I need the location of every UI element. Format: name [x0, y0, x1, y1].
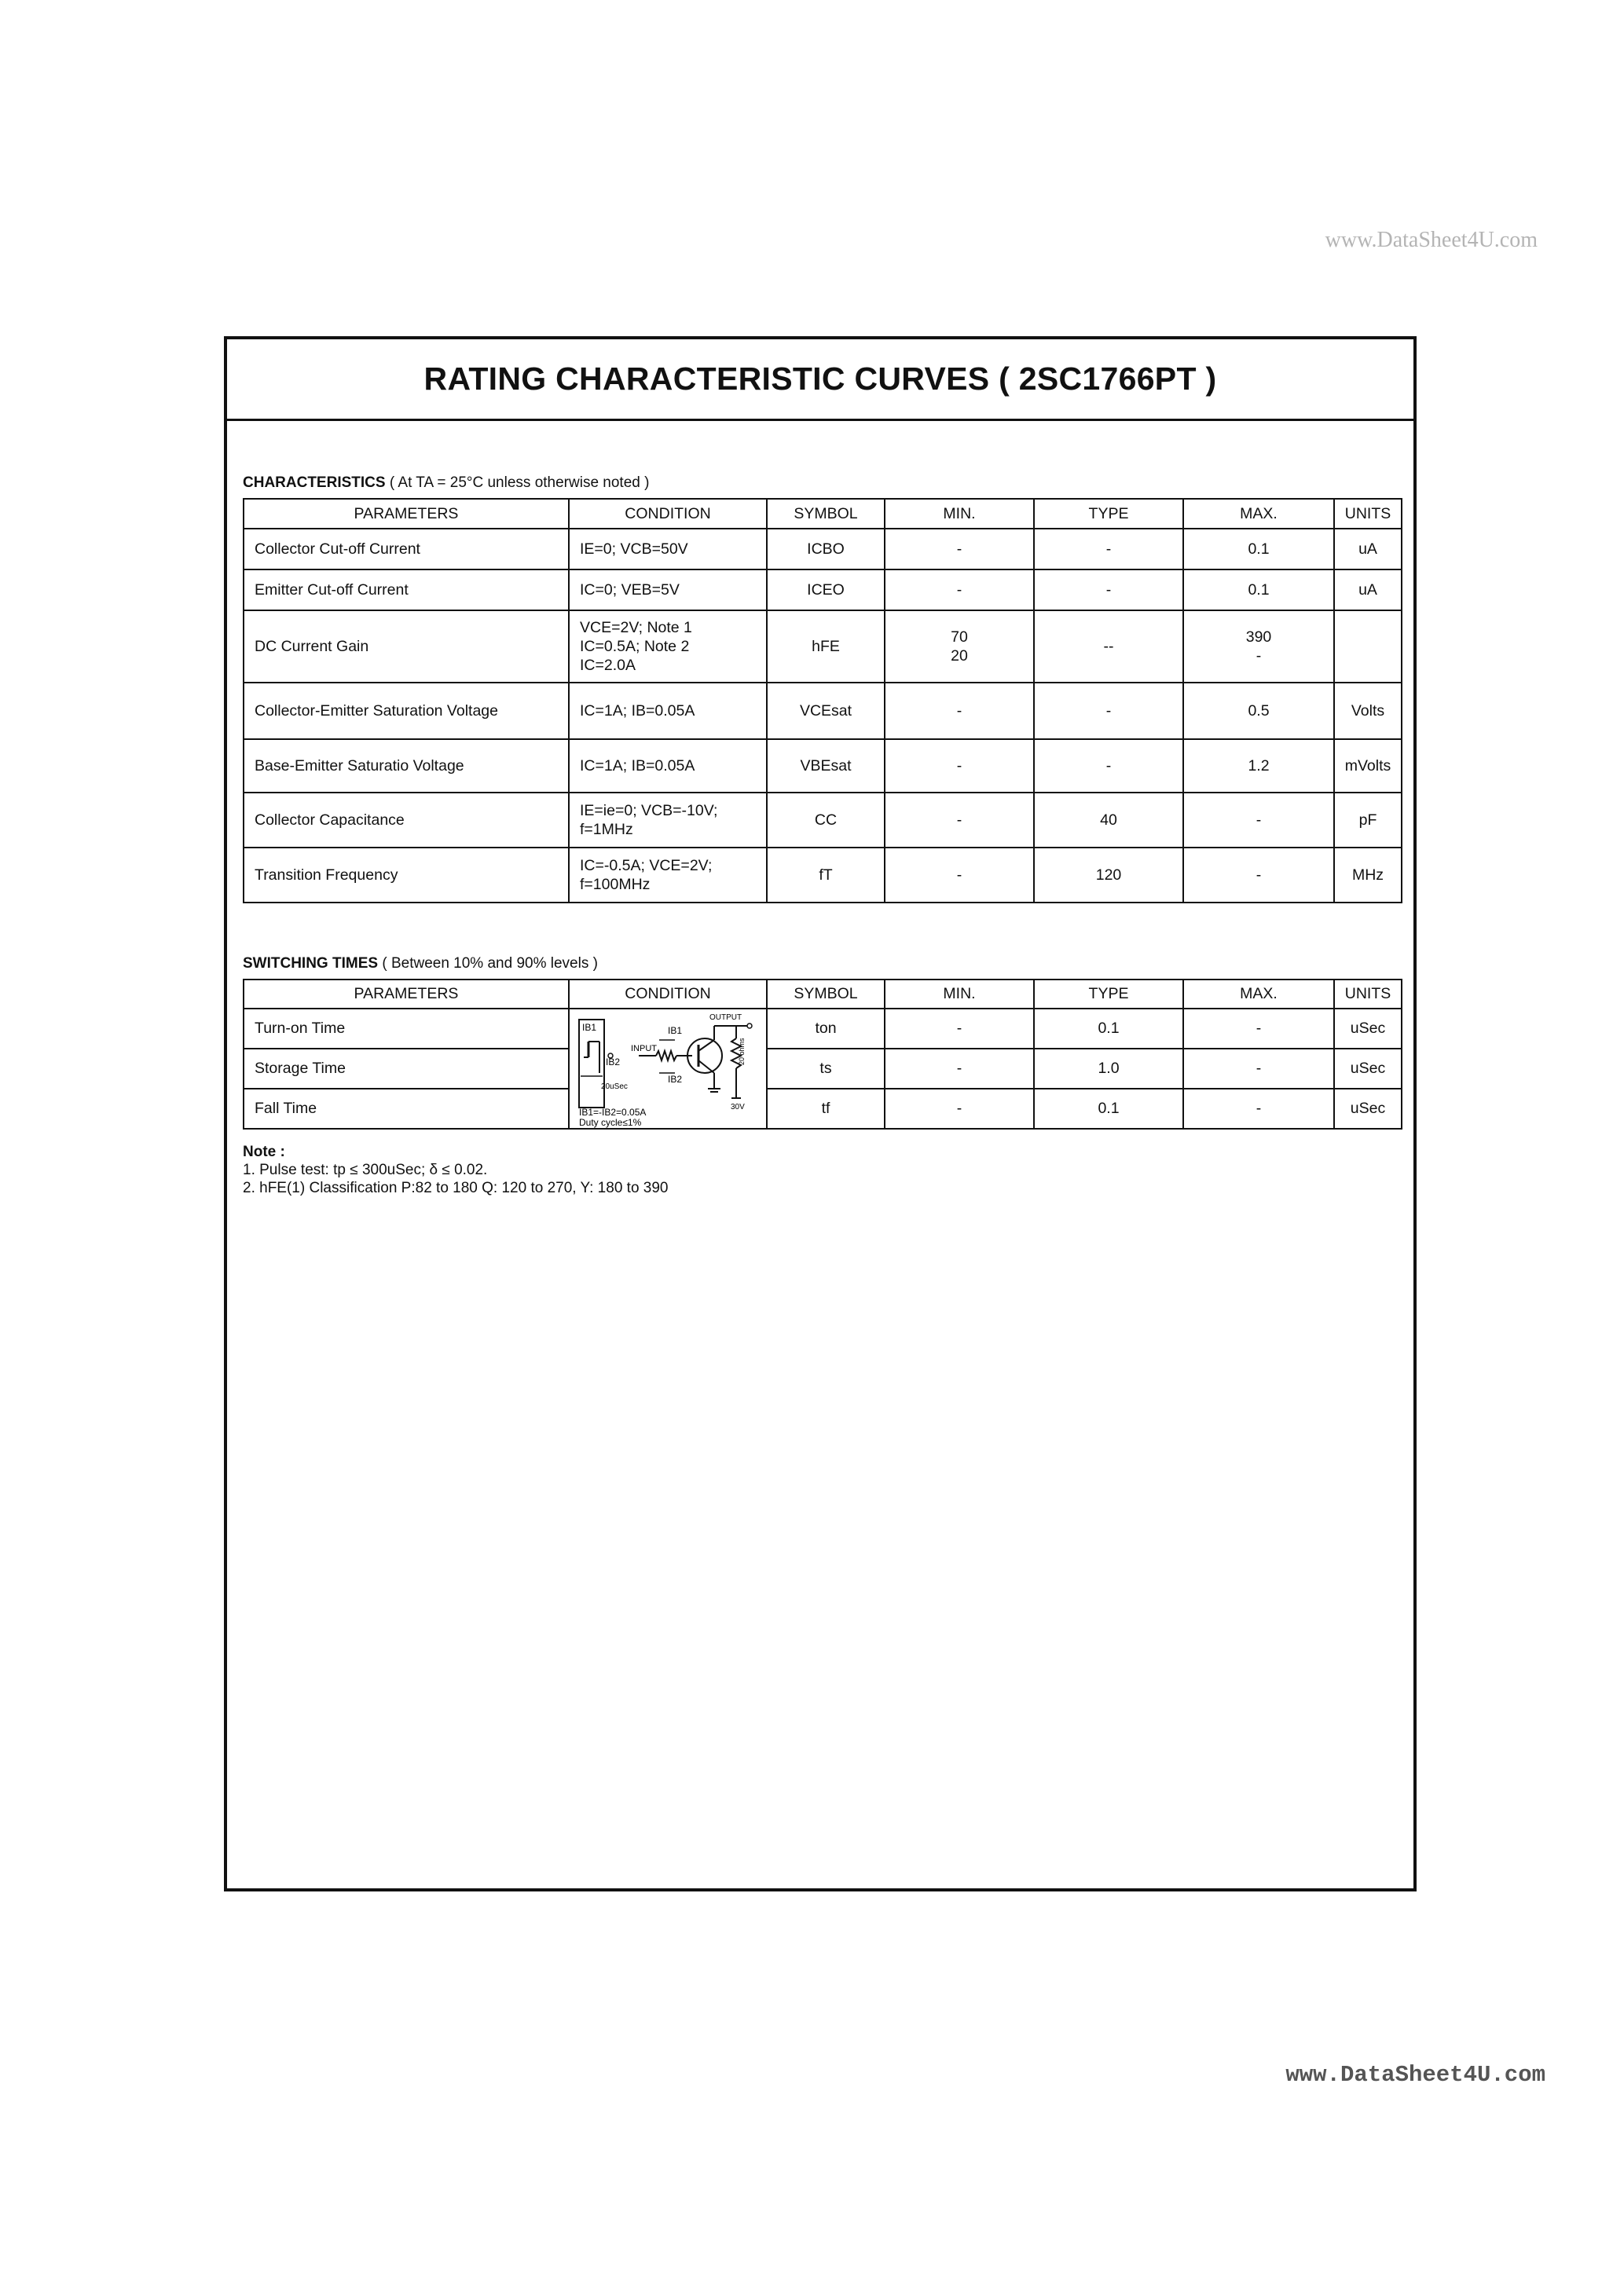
max-cell: - — [1183, 1089, 1334, 1129]
datasheet-frame — [224, 336, 1417, 1891]
type-cell — [1034, 529, 1183, 569]
title-bar — [227, 339, 1413, 421]
switching-header-cell: MAX. — [1183, 980, 1334, 1009]
switching-table — [243, 979, 1402, 1130]
parameter-cell: Base-Emitter Saturatio Voltage — [244, 739, 569, 793]
watermark-bottom: www.DataSheet4U.com — [1285, 2062, 1545, 2088]
char-header-cell: MIN. — [885, 499, 1034, 529]
char-header-cell: MAX. — [1183, 499, 1334, 529]
min-cell — [885, 739, 1034, 793]
type-value: - — [1105, 540, 1112, 558]
type-value: - — [1109, 637, 1114, 655]
condition-line: f=100MHz — [580, 876, 651, 893]
symbol-cell: ICBO — [767, 529, 885, 569]
max-value: 0.1 — [1248, 540, 1270, 558]
condition-line: IE=ie=0; VCB=-10V; — [580, 802, 718, 819]
characteristics-header-row — [244, 499, 1402, 529]
type-cell — [1034, 610, 1183, 683]
transistor-symbol — [687, 1038, 722, 1073]
char-table-row — [244, 739, 1402, 793]
symbol-cell: hFE — [767, 610, 885, 683]
parameter-cell: Turn-on Time — [244, 1009, 569, 1049]
units-cell: mVolts — [1334, 739, 1402, 793]
switching-label: SWITCHING TIMES — [243, 955, 379, 972]
min-value: - — [956, 757, 962, 774]
transistor-emitter — [698, 1060, 714, 1073]
parameter-cell: Transition Frequency — [244, 848, 569, 903]
ib1-label-right: IB1 — [668, 1024, 683, 1036]
characteristics-heading — [243, 474, 649, 492]
condition-cell — [569, 739, 767, 793]
switching-header-cell: PARAMETERS — [244, 980, 569, 1009]
max-cell — [1183, 848, 1334, 903]
char-header-cell: PARAMETERS — [244, 499, 569, 529]
condition-cell — [569, 848, 767, 903]
min-value: - — [956, 866, 962, 884]
condition-line: IE=0; VCB=50V — [580, 540, 688, 558]
min-cell: - — [885, 1089, 1034, 1129]
condition-line: IC=2.0A — [580, 657, 636, 674]
output-label: OUTPUT — [709, 1013, 742, 1022]
characteristics-note: ( At TA = 25°C unless otherwise noted ) — [389, 474, 650, 491]
condition-cell — [569, 793, 767, 848]
circuit-cell — [569, 1009, 767, 1129]
min-value: - — [956, 811, 962, 829]
switching-header-cell: SYMBOL — [767, 980, 885, 1009]
symbol-cell: ts — [767, 1049, 885, 1089]
symbol-cell: fT — [767, 848, 885, 903]
min-cell — [885, 610, 1034, 683]
max-cell — [1183, 793, 1334, 848]
transistor-collector — [698, 1040, 714, 1051]
max-cell: - — [1183, 1049, 1334, 1089]
type-value: - — [1105, 756, 1112, 774]
units-cell: uSec — [1334, 1049, 1402, 1089]
condition-line: f=1MHz — [580, 821, 633, 838]
type-value: - — [1105, 580, 1112, 599]
char-header-cell: TYPE — [1034, 499, 1183, 529]
ib1-label-left: IB1 — [582, 1021, 597, 1033]
notes-title: Note : — [243, 1144, 285, 1160]
type-value: 120 — [1095, 866, 1122, 884]
note-1: 1. Pulse test: tp ≤ 300uSec; δ ≤ 0.02. — [243, 1162, 488, 1178]
characteristics-table — [243, 498, 1402, 903]
min-value: 20 — [951, 647, 968, 665]
condition-line: IC=1A; IB=0.05A — [580, 702, 695, 720]
units-cell — [1334, 610, 1402, 683]
max-value: 0.5 — [1248, 702, 1270, 720]
char-header-cell: SYMBOL — [767, 499, 885, 529]
condition-line: IC=0; VEB=5V — [580, 581, 680, 599]
output-terminal — [747, 1023, 752, 1028]
symbol-cell: VBEsat — [767, 739, 885, 793]
switching-header-row — [244, 980, 1402, 1009]
note-2: 2. hFE(1) Classification P:82 to 180 Q: 120 to 270, Y: 180 to 390 — [243, 1180, 669, 1196]
max-value: 1.2 — [1248, 757, 1270, 774]
type-value: 40 — [1100, 811, 1117, 829]
type-cell: 0.1 — [1034, 1089, 1183, 1129]
char-header-cell: UNITS — [1334, 499, 1402, 529]
condition-line: IC=-0.5A; VCE=2V; — [580, 857, 713, 874]
units-cell: uSec — [1334, 1089, 1402, 1129]
units-cell: uSec — [1334, 1009, 1402, 1049]
watermark-top: www.DataSheet4U.com — [1325, 228, 1538, 252]
symbol-cell: ton — [767, 1009, 885, 1049]
load-resistor-label: 20 ohms — [738, 1037, 746, 1065]
units-cell: Volts — [1334, 683, 1402, 739]
units-cell: uA — [1334, 569, 1402, 610]
symbol-cell: tf — [767, 1089, 885, 1129]
switching-table-row — [244, 1009, 1402, 1049]
symbol-cell: ICEO — [767, 569, 885, 610]
switching-test-circuit-diagram — [570, 1010, 766, 1128]
circuit-condition-duty: Duty cycle≤1% — [579, 1116, 642, 1128]
parameter-cell: Collector Capacitance — [244, 793, 569, 848]
notes — [243, 1143, 669, 1197]
condition-cell — [569, 569, 767, 610]
switching-header-cell: TYPE — [1034, 980, 1183, 1009]
supply-label: 30V — [731, 1102, 745, 1111]
base-resistor — [656, 1051, 676, 1060]
max-value: 0.1 — [1248, 581, 1270, 599]
type-cell: 0.1 — [1034, 1009, 1183, 1049]
min-cell: - — [885, 1049, 1034, 1089]
circuit-condition-current: IB1=-IB2=0.05A — [579, 1106, 647, 1118]
parameter-cell: Collector-Emitter Saturation Voltage — [244, 683, 569, 739]
type-cell: 1.0 — [1034, 1049, 1183, 1089]
condition-line: VCE=2V; Note 1 — [580, 619, 692, 636]
min-value: - — [956, 702, 962, 720]
parameter-cell: Collector Cut-off Current — [244, 529, 569, 569]
max-value: - — [1256, 866, 1262, 884]
type-value: - — [1103, 637, 1109, 655]
char-table-row — [244, 569, 1402, 610]
symbol-cell: VCEsat — [767, 683, 885, 739]
max-cell — [1183, 683, 1334, 739]
condition-cell — [569, 529, 767, 569]
type-cell — [1034, 739, 1183, 793]
type-cell — [1034, 683, 1183, 739]
ib2-label-left: IB2 — [606, 1056, 621, 1067]
type-value: - — [1105, 701, 1112, 720]
min-cell — [885, 848, 1034, 903]
symbol-cell: CC — [767, 793, 885, 848]
char-table-row — [244, 683, 1402, 739]
char-table-row — [244, 529, 1402, 569]
max-value: - — [1256, 647, 1262, 665]
parameter-cell: DC Current Gain — [244, 610, 569, 683]
min-value: - — [956, 540, 962, 558]
parameter-cell: Fall Time — [244, 1089, 569, 1129]
min-cell — [885, 793, 1034, 848]
switching-header-cell: UNITS — [1334, 980, 1402, 1009]
max-value: - — [1256, 811, 1262, 829]
min-cell: - — [885, 1009, 1034, 1049]
type-cell — [1034, 569, 1183, 610]
max-cell — [1183, 739, 1334, 793]
switching-table-row — [244, 1089, 1402, 1129]
min-cell — [885, 569, 1034, 610]
units-cell: MHz — [1334, 848, 1402, 903]
min-value: - — [956, 581, 962, 599]
char-table-row — [244, 610, 1402, 683]
pulse-width-label: 20uSec — [601, 1082, 628, 1091]
switching-header-cell: MIN. — [885, 980, 1034, 1009]
char-table-row — [244, 848, 1402, 903]
char-header-cell: CONDITION — [569, 499, 767, 529]
max-value: 390 — [1245, 628, 1272, 646]
input-label: INPUT — [631, 1043, 657, 1053]
switching-heading — [243, 955, 598, 972]
max-cell — [1183, 610, 1334, 683]
condition-cell — [569, 683, 767, 739]
units-cell: pF — [1334, 793, 1402, 848]
max-cell — [1183, 529, 1334, 569]
min-cell — [885, 683, 1034, 739]
min-cell — [885, 529, 1034, 569]
characteristics-label: CHARACTERISTICS — [243, 474, 386, 491]
type-cell — [1034, 793, 1183, 848]
condition-line: IC=1A; IB=0.05A — [580, 757, 695, 774]
ib2-label-right: IB2 — [668, 1073, 683, 1085]
switching-note: ( Between 10% and 90% levels ) — [382, 955, 598, 972]
max-cell — [1183, 569, 1334, 610]
switching-table-row — [244, 1049, 1402, 1089]
max-cell: - — [1183, 1009, 1334, 1049]
parameter-cell: Storage Time — [244, 1049, 569, 1089]
units-cell: uA — [1334, 529, 1402, 569]
char-table-row — [244, 793, 1402, 848]
parameter-cell: Emitter Cut-off Current — [244, 569, 569, 610]
switching-header-cell: CONDITION — [569, 980, 767, 1009]
condition-cell — [569, 610, 767, 683]
min-value: 70 — [951, 628, 968, 646]
condition-line: IC=0.5A; Note 2 — [580, 638, 690, 655]
page-title: RATING CHARACTERISTIC CURVES ( 2SC1766PT ) — [423, 361, 1217, 397]
type-cell — [1034, 848, 1183, 903]
